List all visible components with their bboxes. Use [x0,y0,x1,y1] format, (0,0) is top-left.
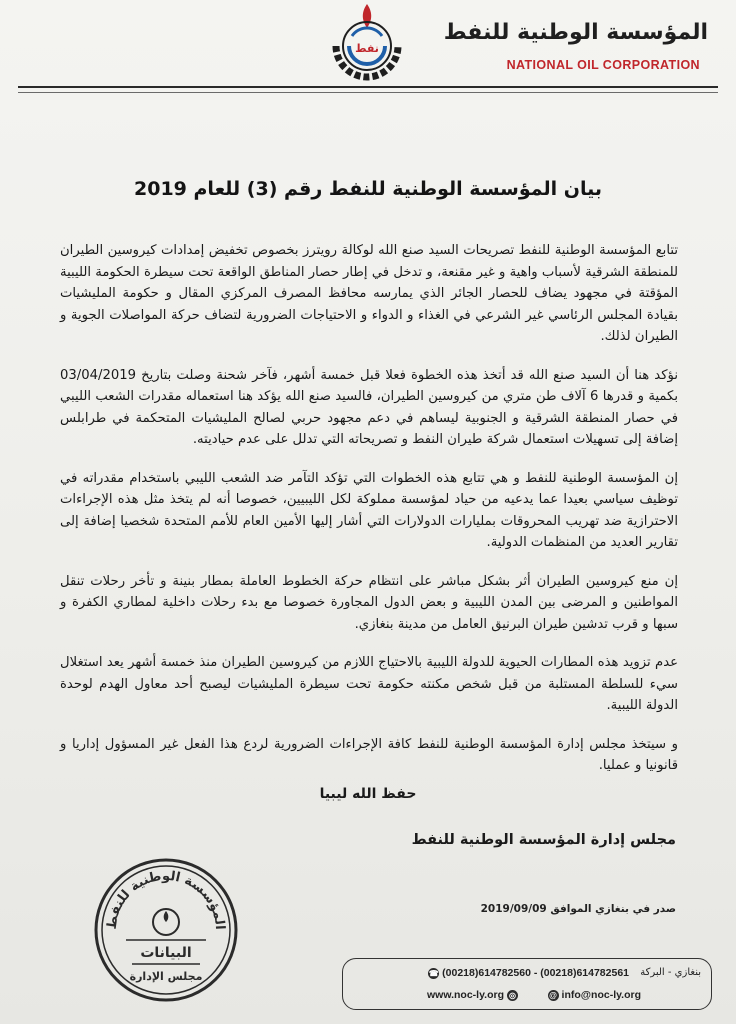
statement-title: بيان المؤسسة الوطنية للنفط رقم (3) للعام 2019 [134,178,602,200]
website-link[interactable] [427,989,521,1001]
email-icon: @ [549,990,557,1000]
paragraph: نؤكد هنا أن السيد صنع الله قد أتخذ هذه الخطوة فعلا قبل خمسة أشهر، فآخر شحنة وصلت بتاريخ 03/04/2019 بكمية و قدرها 6 آلاف طن متري من كيروسين الطيران، فالسيد صنع الله يؤكد هنا استعماله مقدرات الشعب الليبي في حصار المنطقة الشرقية و الجنوبية ليساهم في دعم مجهود حربي لصالح المليشيات المتحكمة في طرابلس إضافة إلى تسهيلات استعمال شركة طيران النفط و تصريحاته التي تدلل على عدم حياديته. [60,367,678,447]
email-link[interactable] [545,989,641,1001]
paragraph: عدم تزويد هذه المطارات الحيوية للدولة الليبية بالاحتياج اللازم من كيروسين الطيران منذ خمسة أشهر يعد استغلال سيء للسلطة المستلبة من قبل شخص مكنته حكومة تحت سيطرة المليشيات ليصبح أحد معاول الهدم لوحدة الدولة الليبية. [60,655,678,713]
statement-body [60,240,678,794]
paragraph: إن منع كيروسين الطيران أثر بشكل مباشر على انتظام حركة الخطوط العاملة بمطار بنينة و تأخر رحلات تنقل المواطنين و المرضى بين المدن الليبية و بعض الدول المجاورة خصوصا مع بدء رحلات داخلية لمطاري الكفرة و سبها و قرب تدشين طيران البرنيق العامل من مدينة بنغازي. [60,573,678,632]
phone-icon: ☎ [428,968,439,978]
logo-text: نفط [355,42,379,55]
issue-date: صدر في بنغازي الموافق 2019/09/09 [480,903,676,915]
closing-blessing: حفظ الله ليبيا [319,786,417,802]
globe-icon: ◎ [507,990,518,1001]
stamp-middle-text: البيانات [140,945,192,961]
website-text: www.noc-ly.org [426,989,504,1001]
flame-icon [363,4,371,28]
phone-numbers [425,967,629,979]
header-divider [18,86,718,88]
footer-contact [342,958,712,1010]
org-name-english: NATIONAL OIL CORPORATION [506,58,700,72]
paragraph: و سيتخذ مجلس إدارة المؤسسة الوطنية للنفط كافة الإجراءات الضرورية لردع هذا الفعل غير المسؤول إداريا و قانونيا و عمليا. [60,736,678,773]
paragraph: تتابع المؤسسة الوطنية للنفط تصريحات السيد صنع الله لوكالة رويترز بخصوص تخفيض إمدادات كيروسين الطيران للمنطقة الشرقية لأسباب واهية و غير مقنعة، و تدخل في إطار حصار المناطق الواقعة تحت سيطرة الحكومة الليبية المؤقتة في مجهود يضاف للحصار الجائر الذي يمارسه محافظ المصرف المركزي المقال و حكومة المليشيات بقيادة المجلس الرئاسي غير الشرعي في الغذاء و الدواء و الاحتياجات الضرورية لتضاف حركة المواصلات الجوية و الطيران لذلك. [60,243,678,344]
org-name-arabic: المؤسسة الوطنية للنفط [443,20,708,45]
email-text: info@noc-ly.org [561,989,641,1001]
phone-text: (00218)614782560 - (00218)614782561 [442,967,629,979]
stamp-top-text: المؤسسة الوطنية للنفط [104,868,228,931]
official-stamp [92,856,240,1004]
location-text: بنغازي - البركة [640,967,701,978]
paragraph: إن المؤسسة الوطنية للنفط و هي تتابع هذه الخطوات التي تؤكد التآمر ضد الشعب الليبي باستخدام مقدراته في توظيف سياسي بعيدا عما يدعيه من حياد لمؤسسة مملوكة لكل الليبيين، خصوصا أنه لم يتخذ مثل هذه الإجراءات الاحترازية ضد تهريب المحروقات بمليارات الدولارات التي أشار إليها الأمين العام للأمم المتحدة شخصيا إضافة إلى تقارير العديد من المنظمات الدولية. [60,470,678,550]
stamp-bottom-text: مجلس الإدارة [129,970,203,983]
header-divider-thin [18,92,718,93]
signatory: مجلس إدارة المؤسسة الوطنية للنفط [411,832,676,848]
noc-logo [322,2,412,84]
